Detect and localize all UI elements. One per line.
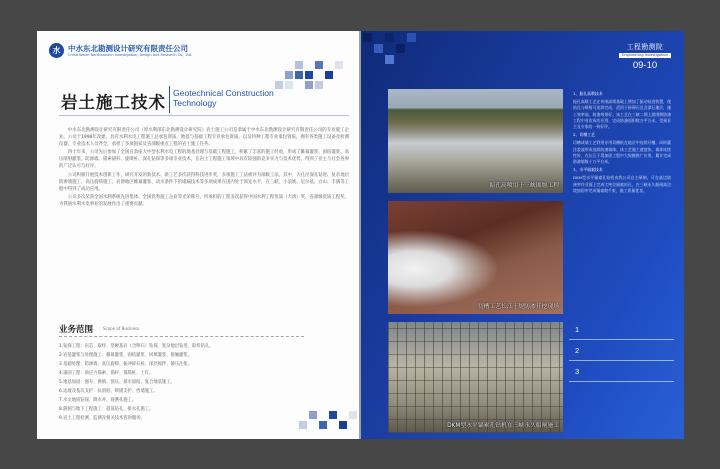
technique-paragraph: 振孔高喷工艺在传统高喷基础上增加了振动钻进装置，使钻孔与喷射可连续完成，适用于砂卵石及含漂石地层，施工效率高，防渗效果好。该工艺在三峡二期上游围堰防渗工程中首次成功应用，完成防渗面积数万平方米，受到业主及专家的一致好评。	[573, 99, 671, 130]
photo-caption: 振孔高喷用于三峡围堰工程	[489, 183, 559, 189]
photo-caption: DKM型水平锚索孔钻机在三峡永久船闸施工	[447, 423, 559, 429]
intro-paragraph: 公司积极开展技术创新工作，研究开发的新技术、新工艺多次获得科技进步奖，多项施工工法被评为部级工法。其中，大孔径深孔钻进、复杂地层防渗墙施工、高压旋喷施工、岩溶地区帷幕灌浆、动水条件下的堵漏技术等多项成果在国内处于领先水平，在三峡、小浪底、尼尔基、白山、丰满等工程中得到了成功应用。	[59, 172, 349, 192]
technique-subheading: 2、切槽工艺	[573, 132, 595, 138]
scope-item: 6.边坡及基坑支护：抗滑桩、喷锚支护、挡墙施工。	[59, 389, 158, 394]
index-item-1: 1	[569, 319, 674, 340]
title-underline	[59, 115, 349, 116]
intro-paragraph: 公司多次荣获全国水利系统先进集体、全国优秀施工企业等光荣称号，所承担的工程多次获得中国水利工程优质（大禹）奖、省部级优质工程奖，为我国水利水电事业的发展作出了重要贡献。	[59, 194, 349, 207]
scope-item: 8.隧洞与地下工程施工：超前钻孔、排水孔施工。	[59, 407, 154, 412]
scope-item: 7.水文地质钻探、降水井、观测孔施工。	[59, 398, 137, 403]
left-page	[37, 31, 359, 439]
technique-subheading: 3、水平锚索技术	[573, 167, 603, 173]
scope-item: 4.锚固工程：预应力锚索、锚杆、锚筋桩、土钉。	[59, 371, 154, 376]
decorative-square-mosaic	[299, 411, 359, 439]
technique-subheading: 1、振孔高喷技术	[573, 91, 603, 96]
header-title-cn: 工程勘测院	[626, 43, 664, 51]
index-item-3: 3	[569, 361, 674, 382]
photo-caption: 切槽工艺长江干堤防渗开挖现场	[477, 304, 559, 310]
title-divider	[169, 86, 170, 113]
intro-paragraph: 四十年来，公司先后参加了全国百余座大中型水利水电工程的地基处理与基础工程施工，积累了丰富的施工经验，形成了帷幕灌浆、固结灌浆、高压喷射灌浆、防渗墙、锚索锚杆、旋喷桩、深孔钻探等多项专业技术，在岩土工程施工领域中具有较强的竞争实力与技术优势，得到了业主与社会各界的广泛认可与好评。	[59, 150, 349, 170]
technique-description	[573, 91, 671, 196]
header-title-en: Engineering Investigation	[619, 53, 671, 58]
company-emblem-icon: 水	[49, 43, 64, 58]
section-title-en: Geotechnical Construction Technology	[173, 88, 274, 108]
company-name-en: China Water Northeastern Investigation, Design and Research Co., Ltd.	[68, 52, 193, 57]
page-number: 09-10	[632, 60, 658, 71]
scope-item: 1.钻探工程：岩芯、取样、坚硬基岩（含卵石）钻探、复杂地层钻进、取样钻孔。	[59, 344, 214, 349]
numbered-index	[569, 319, 674, 382]
photo-three-gorges-cofferdam	[388, 89, 563, 193]
scope-item: 2.岩基灌浆与处理施工：帷幕灌浆、固结灌浆、回填灌浆、接触灌浆。	[59, 353, 193, 358]
decorative-square-mosaic	[363, 33, 433, 73]
page-header	[619, 43, 671, 72]
scope-heading-en: Scope of Business	[103, 326, 140, 331]
scope-item: 9.岩土工程检测、监测及相关技术咨询服务。	[59, 416, 145, 421]
section-title-cn: 岩土施工技术	[61, 93, 166, 112]
scope-item: 3.基础处理：防渗墙、高压旋喷、振冲碎石桩、深层搅拌、静压注浆。	[59, 362, 193, 367]
technique-paragraph: DKM型水平锚索孔钻机由我公司自主研制，可在高边坡狭窄作业面上完成大吨位锚索钻孔，在三峡永久船闸高边坡加固中完成锚索数千束，施工质量优良。	[573, 175, 671, 193]
scope-item: 5.地基加固：强夯、换填、预压、排水固结、复合地基施工。	[59, 380, 175, 385]
scope-list	[59, 342, 304, 423]
intro-body	[59, 127, 349, 209]
technique-paragraph: 切槽成墙工艺利用专用切槽机在地层中连续开槽，同时灌注浆液形成连续防渗墙体。该工艺施工速度快、墙体连续性好，在长江干堤加固工程中大规模推广应用，累计完成防渗墙数十万平方米。	[573, 140, 671, 165]
photo-dkm-anchor-drill	[388, 322, 563, 433]
intro-paragraph: 中水东北勘测设计研究有限责任公司（原水利部东北勘测设计研究院）岩土施工公司是隶属于中水东北勘测设计研究有限责任公司的专业施工企业。公司于1998年改建，具有水利水电工程施工总承包资质，地基与基础工程专业承包资质，以及特种工程专业承包资质，拥有各类施工设备及检测仪器，专业技术人员齐全，承担了多项国家及省部级重点工程的岩土施工任务。	[59, 128, 349, 148]
photo-yangtze-dike-trenching	[388, 201, 563, 314]
scope-divider	[59, 336, 304, 337]
scope-heading: 业务范围	[59, 325, 94, 335]
index-item-2: 2	[569, 340, 674, 361]
company-logo	[49, 43, 192, 58]
right-page	[361, 31, 684, 439]
company-name-cn: 中水东北勘测设计研究有限责任公司	[68, 43, 188, 53]
